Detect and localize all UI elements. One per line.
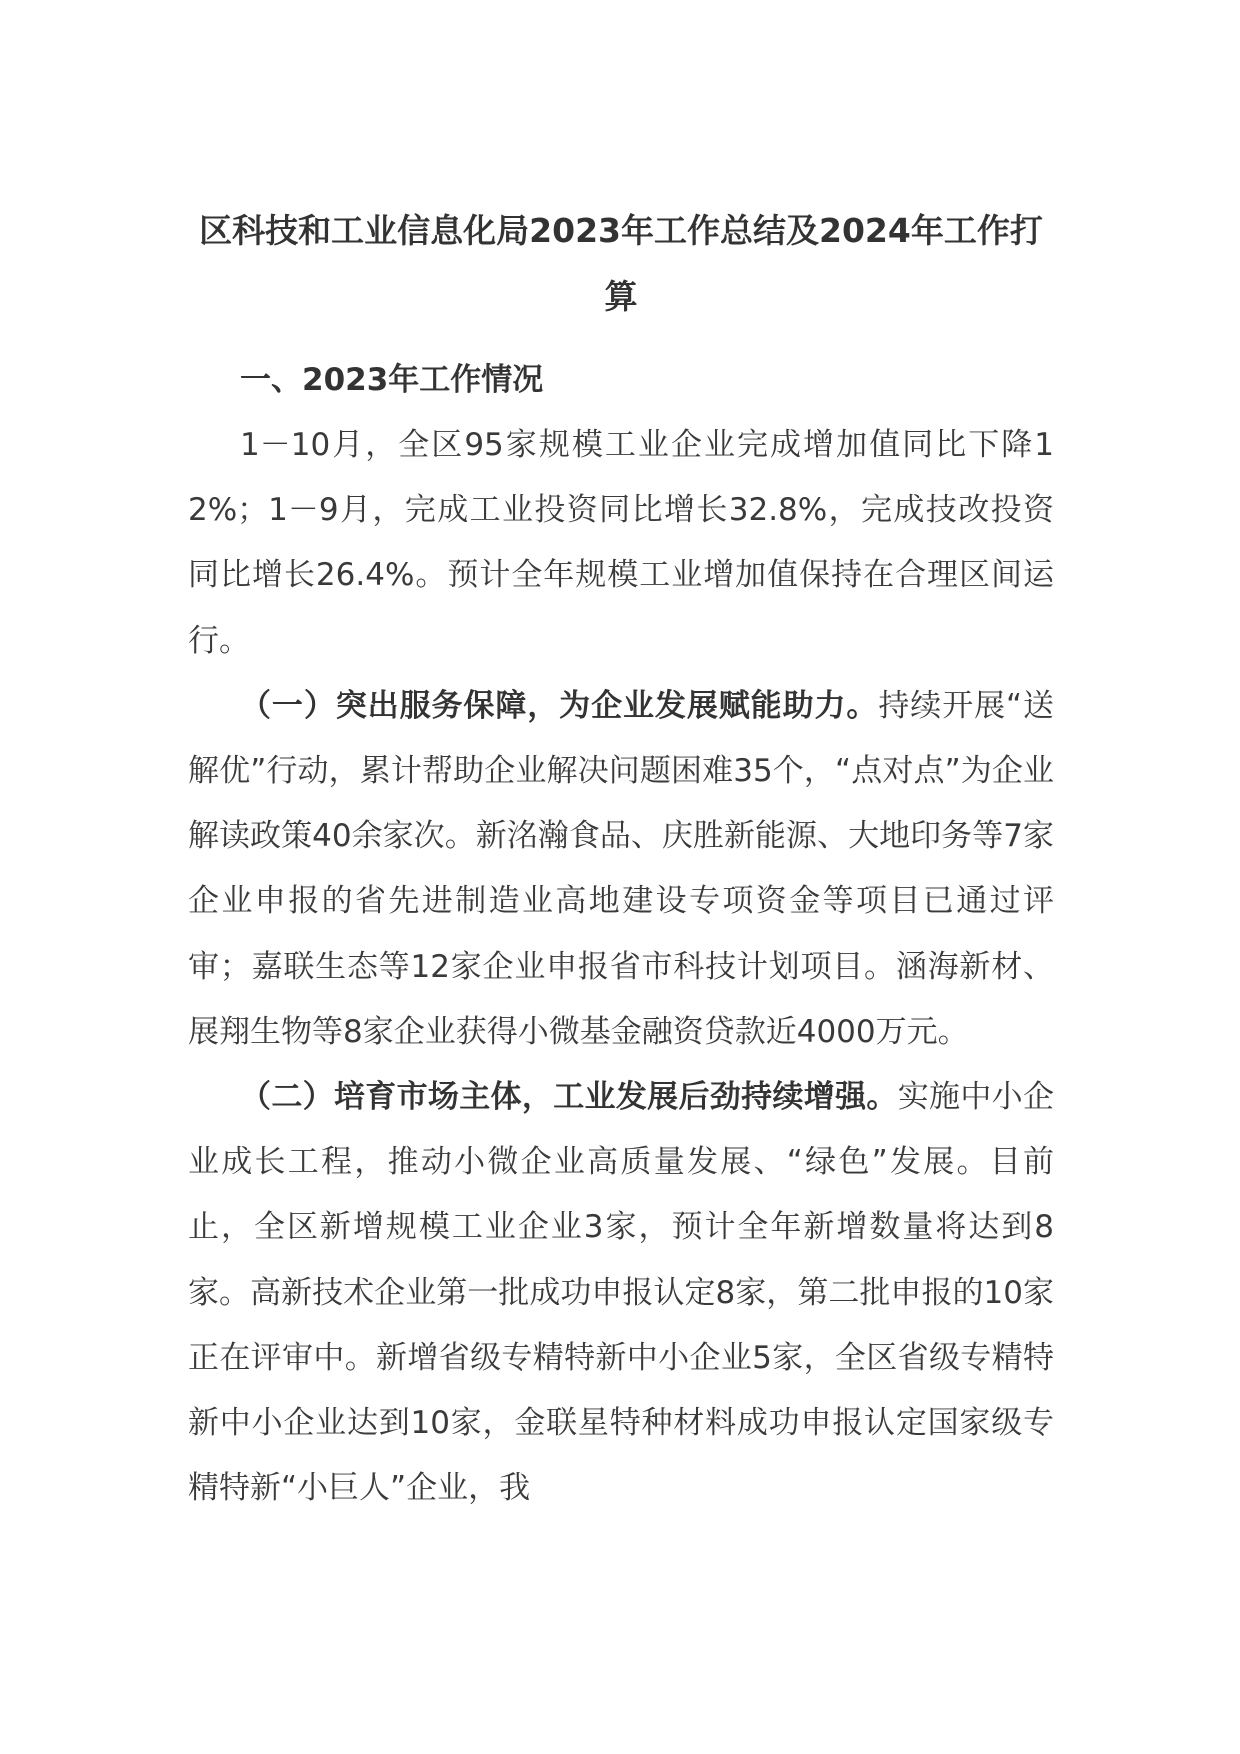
paragraph-body: 实施中小企业成长工程，推动小微企业高质量发展、“绿色”发展。目前止，全区新增规模工业企业3家，预计全年新增数量将达到8家。高新技术企业第一批成功申报认定8家，第二批申报的10家正在评审中。新增省级专精特新中小企业5家，全区省级专精特新中小企业达到10家，金联星特种材料成功申报认定国家级专精特新“小巨人”企业，我 [188,1079,1054,1507]
subheading-1: （一）突出服务保障，为企业发展赋能助力。 [240,687,879,724]
paragraph-overview [188,413,1054,674]
paragraph-body: 1－10月，全区95家规模工业企业完成增加值同比下降12%；1－9月，完成工业投资同比增长32.8%，完成技改投资同比增长26.4%。预计全年规模工业增加值保持在合理区间运行。 [188,427,1054,659]
paragraph-market-entities [188,1065,1054,1521]
document-page [188,198,1054,1521]
paragraph-service-support [188,674,1054,1065]
document-title: 区科技和工业信息化局2023年工作总结及2024年工作打算 [199,211,1043,316]
subheading-2: （二）培育市场主体，工业发展后劲持续增强。 [240,1079,898,1116]
section-heading-1: 一、2023年工作情况 [240,362,544,398]
paragraph-body: 持续开展“送解优”行动，累计帮助企业解决问题困难35个，“点对点”为企业解读政策40余家次。新洺瀚食品、庆胜新能源、大地印务等7家企业申报的省先进制造业高地建设专项资金等项目已通过评审；嘉联生态等12家企业申报省市科技计划项目。涵海新材、展翔生物等8家企业获得小微基金融资贷款近4000万元。 [188,687,1055,1050]
